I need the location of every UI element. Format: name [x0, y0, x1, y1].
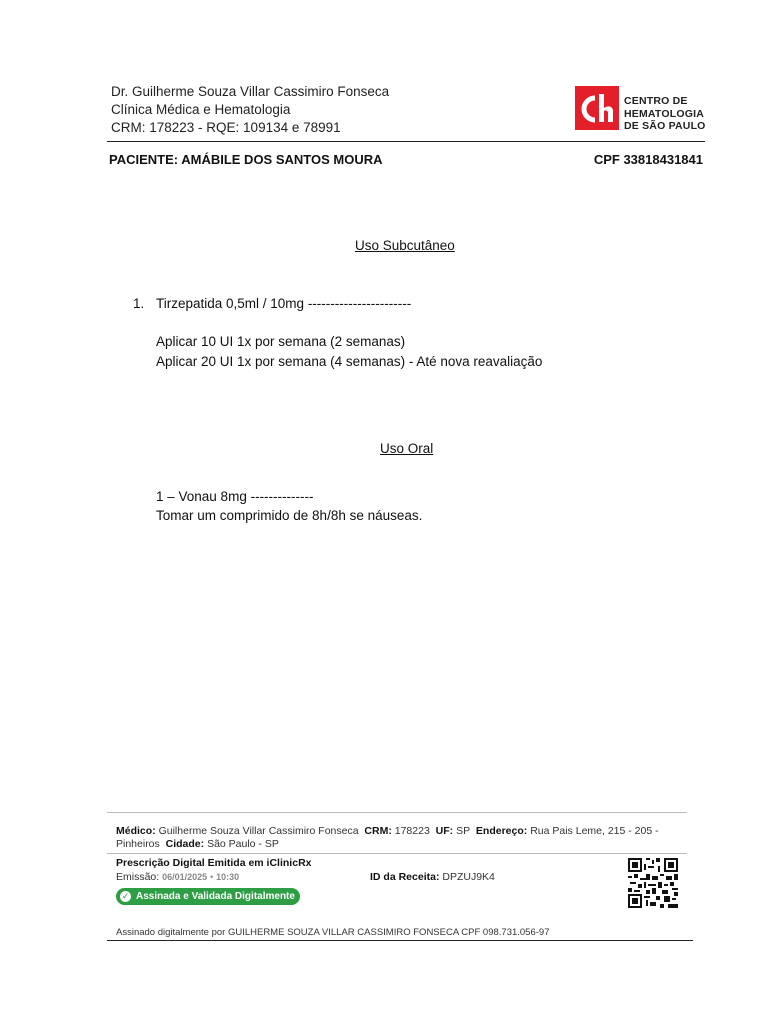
emitted-title: Prescrição Digital Emitida em iClinicRx [116, 857, 312, 869]
patient-name: PACIENTE: AMÁBILE DOS SANTOS MOURA [109, 152, 383, 167]
item-number: 1. [133, 296, 145, 311]
doctor-specialty: Clínica Médica e Hematologia [111, 102, 291, 117]
instruction-line: Tomar um comprimido de 8h/8h se náuseas. [156, 508, 423, 523]
instruction-line: Aplicar 10 UI 1x por semana (2 semanas) [156, 334, 406, 349]
clinic-logo [575, 84, 705, 134]
signed-by: Assinado digitalmente por GUILHERME SOUZA VILLAR CASSIMIRO FONSECA CPF 098.731.056-97 [116, 927, 550, 938]
footer-divider [107, 812, 687, 813]
footer-divider [107, 853, 687, 854]
doctor-registration: CRM: 178223 - RQE: 109134 e 78991 [111, 120, 341, 135]
check-icon: ✓ [121, 891, 130, 901]
instruction-line: Aplicar 20 UI 1x por semana (4 semanas) - Até nova reavaliação [156, 354, 543, 369]
digital-signature-badge: ✓ Assinada e Validada Digitalmente [116, 888, 300, 905]
header-divider [107, 141, 705, 142]
footer-city-info: Pinheiros Cidade: São Paulo - SP [116, 838, 279, 850]
footer-bottom-divider [107, 940, 693, 941]
medication-tirzepatida: Tirzepatida 0,5ml / 10mg ----------------------- [156, 296, 412, 311]
footer-doctor-info: Médico: Guilherme Souza Villar Cassimiro Fonseca CRM: 178223 UF: SP Endereço: Rua Pais Leme, 215 - 205 - [116, 825, 659, 837]
receipt-id: ID da Receita: DPZUJ9K4 [370, 871, 495, 883]
clinic-logo-icon [575, 86, 619, 130]
section-title-oral: Uso Oral [380, 441, 434, 456]
qr-code-icon [628, 858, 678, 908]
section-title-subcutaneous: Uso Subcutâneo [355, 238, 455, 253]
patient-cpf: CPF 33818431841 [593, 152, 703, 167]
doctor-name: Dr. Guilherme Souza Villar Cassimiro Fonseca [111, 84, 390, 99]
medication-vonau: 1 – Vonau 8mg -------------- [156, 489, 314, 504]
clinic-logo-text: CENTRO DE HEMATOLOGIA DE SÃO PAULO [624, 95, 706, 132]
emission-info: Emissão: 06/01/2025 • 10:30 [116, 871, 240, 883]
